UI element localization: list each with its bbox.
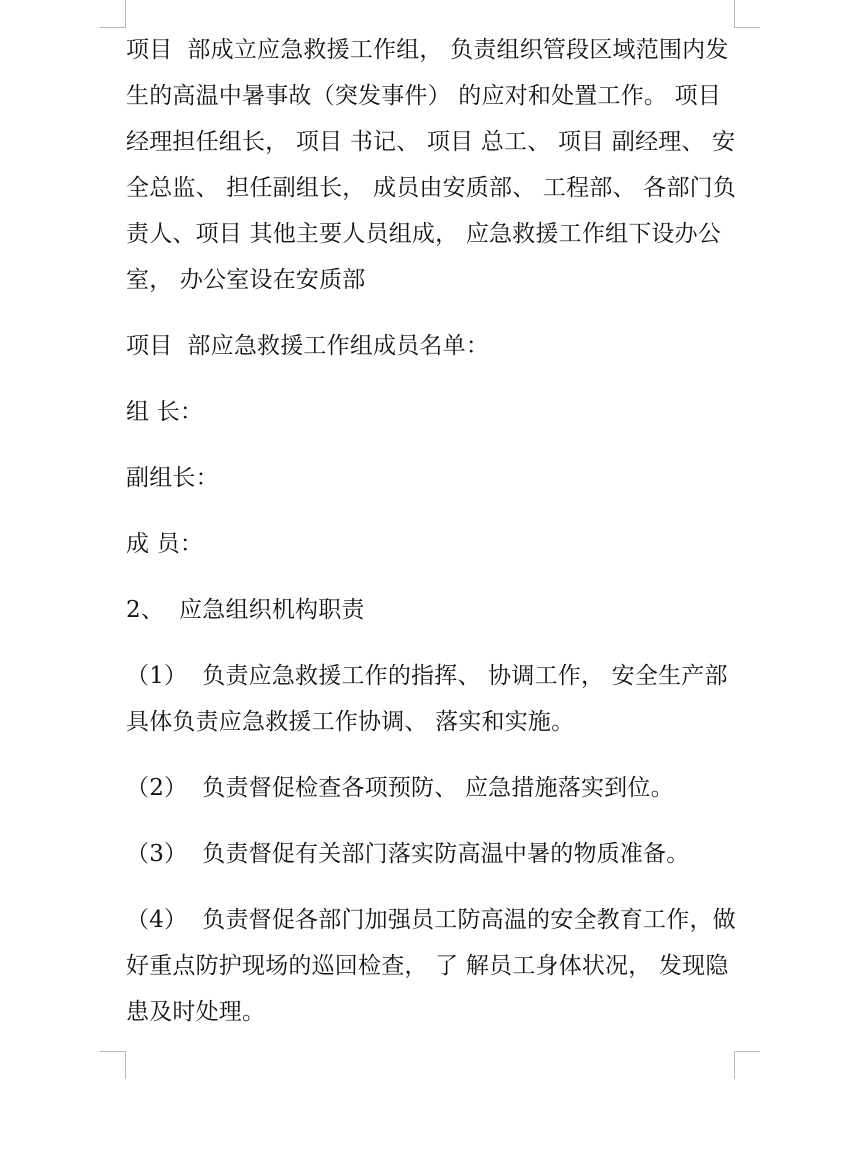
- crop-mark-bottom-right-horizontal: [734, 1051, 760, 1052]
- crop-mark-top-left-vertical: [125, 0, 126, 28]
- paragraph-member-list-heading: 项目 部应急救援工作组成员名单：: [126, 333, 490, 359]
- paragraph-deputy-leader: 副组长：: [126, 465, 219, 491]
- section-heading-duties: 2、 应急组织机构职责: [126, 597, 365, 623]
- duty-item-1: （1） 负责应急救援工作的指挥、 协调工作， 安全生产部具体负责应急救援工作协调、 落实和实施。: [126, 663, 728, 735]
- crop-mark-bottom-left-horizontal: [100, 1051, 126, 1052]
- duty-item-3: （3） 负责督促有关部门落实防高温中暑的物质准备。: [126, 841, 690, 867]
- paragraph-leader: 组 长：: [126, 399, 204, 425]
- paragraph-intro: 项目 部成立应急救援工作组， 负责组织管段区域范围内发生的高温中暑事故（突发事件） 的应对和处置工作。 项目经理担任组长， 项目 书记、 项目 总工、 项目 副经理、 安全总监、 担任副组长， 成员由安质部、 工程部、 各部门负责人、项目 其他主要人员组成， 应急救援工作组下设办公室， 办公室设在安质部: [126, 37, 737, 293]
- duty-item-4: （4） 负责督促各部门加强员工防高温的安全教育工作，做好重点防护现场的巡回检查， 了 解员工身体状况， 发现隐患及时处理。: [126, 907, 736, 1025]
- document-body: [126, 27, 738, 1035]
- crop-mark-bottom-left-vertical: [125, 1051, 126, 1079]
- crop-mark-top-left-horizontal: [100, 27, 126, 28]
- crop-mark-bottom-right-vertical: [734, 1051, 735, 1079]
- crop-mark-top-right-vertical: [734, 0, 735, 28]
- duty-item-2: （2） 负责督促检查各项预防、 应急措施落实到位。: [126, 775, 674, 801]
- paragraph-members: 成 员：: [126, 531, 204, 557]
